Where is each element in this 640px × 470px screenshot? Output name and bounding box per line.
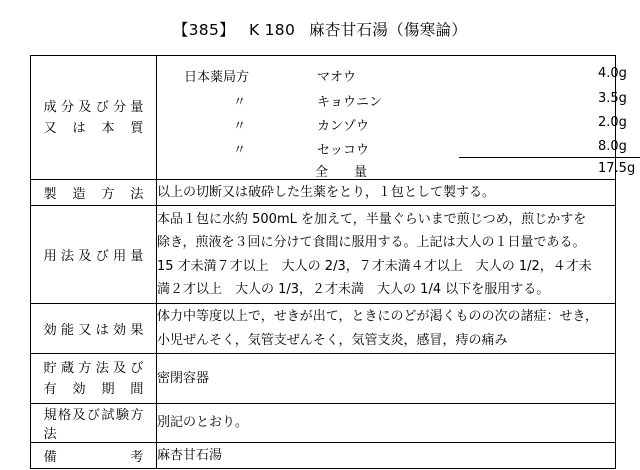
ingredient-name: セッコウ xyxy=(317,142,370,158)
specification-text: 別記のとおり。 xyxy=(157,404,616,443)
dosage-row xyxy=(31,206,616,304)
ditto-mark: 〃 xyxy=(233,94,247,110)
efficacy-text xyxy=(157,304,616,354)
composition-label-line1: 成分及び分量 xyxy=(43,99,144,115)
dosage-line: 15 才未満７才以上 大人の 2/3，７才未満４才以上 大人の 1/2，４才未 xyxy=(157,258,592,274)
efficacy-row xyxy=(31,304,616,354)
storage-row xyxy=(31,354,616,404)
efficacy-label: 効能又は効果 xyxy=(43,323,144,338)
efficacy-label-cell xyxy=(31,304,157,354)
ingredient-name: キョウニン xyxy=(317,94,383,110)
title-number: 【385】 xyxy=(172,21,235,39)
composition-row xyxy=(31,56,616,180)
pharmacopoeia-label: 日本薬局方 xyxy=(184,69,250,85)
remarks-text: 麻杏甘石湯 xyxy=(157,443,616,469)
storage-label-line2: 有効期間 xyxy=(43,381,144,397)
total-underline xyxy=(459,157,640,158)
ingredient-amount: 3.5g xyxy=(598,90,627,106)
manufacturing-label: 製造方法 xyxy=(43,187,144,202)
document-title xyxy=(0,18,640,40)
specification-row xyxy=(31,404,616,443)
ingredient-name: マオウ xyxy=(317,69,357,85)
storage-label-line1: 貯蔵方法及び xyxy=(43,360,144,376)
remarks-label-cell xyxy=(31,443,157,469)
dosage-line: 除き，煎液を３回に分けて食間に服用する。上記は大人の１日量である。 xyxy=(157,235,586,250)
ditto-mark: 〃 xyxy=(233,118,247,134)
storage-label-cell xyxy=(31,354,157,404)
remarks-row xyxy=(31,443,616,469)
dosage-line: 満２才以上 大人の 1/3，２才未満 大人の 1/4 以下を服用する。 xyxy=(157,282,550,297)
ingredient-list xyxy=(157,57,636,180)
composition-value-cell xyxy=(157,56,636,180)
manufacturing-text: 以上の切断又は破砕した生薬をとり，１包として製する。 xyxy=(157,180,616,206)
ditto-mark: 〃 xyxy=(233,142,247,158)
dosage-label-cell xyxy=(31,206,157,304)
dosage-line: 本品１包に水約 500mL を加えて，半量ぐらいまで煎じつめ，煎じかすを xyxy=(157,211,587,227)
dosage-label: 用法及び用量 xyxy=(43,249,144,264)
remarks-label: 備考 xyxy=(43,450,144,465)
storage-text: 密閉容器 xyxy=(157,354,616,404)
specification-label: 規格及び試験方法 xyxy=(43,408,144,442)
ingredient-amount: 2.0g xyxy=(598,114,627,130)
total-label: 全 量 xyxy=(315,164,368,180)
efficacy-line: 体力中等度以上で，せきが出て，ときにのどが渇くものの次の諸症：せき， xyxy=(157,309,598,324)
title-code: K 180 xyxy=(248,21,296,39)
dosage-text xyxy=(157,206,616,304)
efficacy-line: 小児ぜんそく，気管支ぜんそく，気管支炎，感冒，痔の痛み xyxy=(157,332,508,348)
manufacturing-row xyxy=(31,180,616,206)
manufacturing-label-cell xyxy=(31,180,157,206)
title-name: 麻杏甘石湯（傷寒論） xyxy=(309,21,468,39)
composition-label-line2: 又は本質 xyxy=(43,120,144,136)
monograph-table xyxy=(30,55,636,469)
ingredient-amount: 4.0g xyxy=(598,65,627,81)
ingredient-amount: 8.0g xyxy=(598,138,627,154)
total-amount: 17.5g xyxy=(598,160,636,176)
ingredient-name: カンゾウ xyxy=(317,118,370,134)
specification-label-cell xyxy=(31,404,157,443)
composition-label-cell xyxy=(31,56,157,180)
